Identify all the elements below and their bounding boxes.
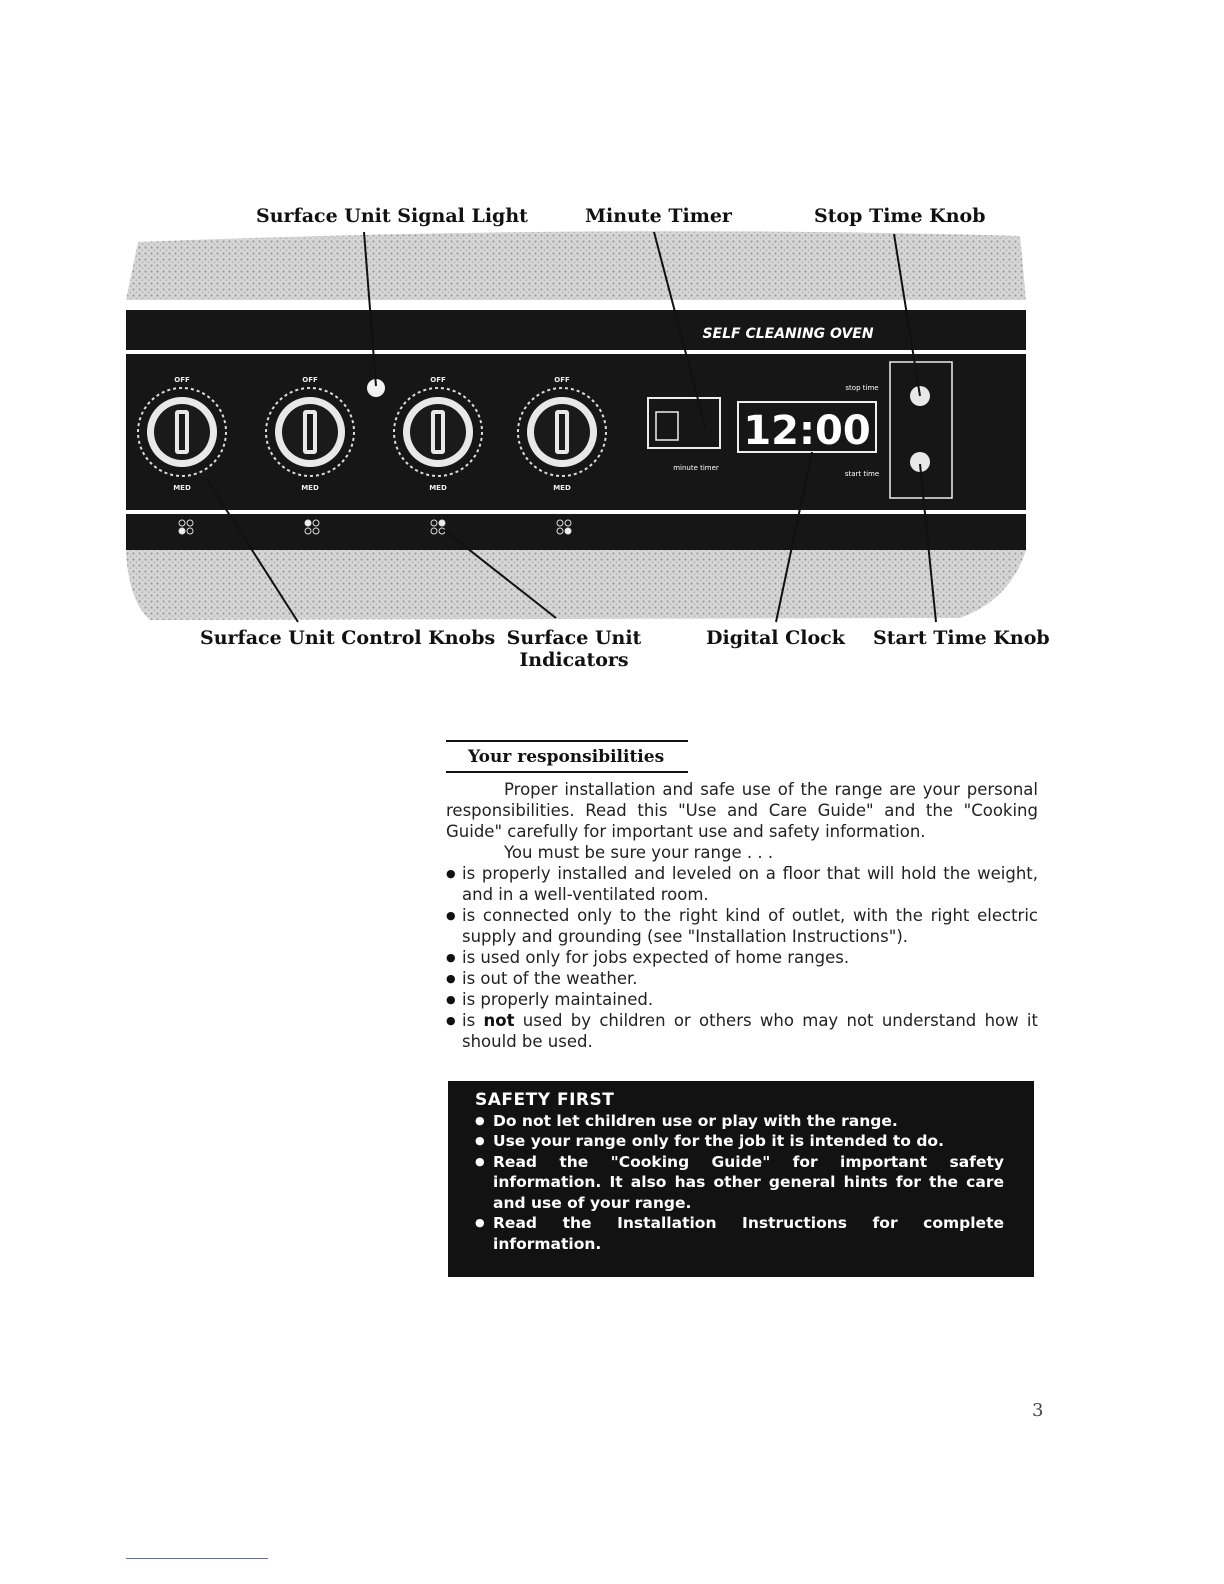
list-item: ● is properly installed and leveled on a floor that will hold the weight, and in a well-ventilated room. xyxy=(446,863,1038,905)
safety-first-box xyxy=(448,1081,1034,1277)
list-item: ● is properly maintained. xyxy=(446,989,1038,1010)
responsibilities-title: Your responsibilities xyxy=(446,740,688,773)
callout-indicators xyxy=(506,627,642,671)
stop-time-label: stop time xyxy=(845,384,879,392)
safety-title: SAFETY FIRST xyxy=(475,1090,615,1110)
minute-timer-label: minute timer xyxy=(673,464,719,472)
responsibilities-section xyxy=(446,740,1038,1052)
list-item: ● Read the "Cooking Guide" for important safety information. It also has other general hints for the care and use of your range. xyxy=(475,1152,1004,1214)
item-emphasis: not xyxy=(483,1011,515,1030)
panel-bottom-band xyxy=(126,514,1026,550)
cooktop-surface-bottom xyxy=(126,550,1026,620)
list-item: ● Use your range only for the job it is intended to do. xyxy=(475,1131,1004,1152)
svg-text:MED: MED xyxy=(301,484,319,492)
list-item: ● Read the Installation Instructions for complete information. xyxy=(475,1213,1004,1254)
callout-control-knobs: Surface Unit Control Knobs xyxy=(200,627,496,649)
responsibilities-lead: You must be sure your range . . . xyxy=(504,843,774,862)
callout-indicators-line1: Surface Unit xyxy=(506,627,642,649)
callout-start-time-knob: Start Time Knob xyxy=(873,627,1050,649)
item-rest: used by children or others who may not understand how it should be used. xyxy=(462,1011,1038,1051)
callout-minute-timer: Minute Timer xyxy=(585,205,732,227)
panel-title: SELF CLEANING OVEN xyxy=(702,326,874,342)
cooktop-surface-top xyxy=(126,231,1026,300)
svg-text:OFF: OFF xyxy=(430,376,446,384)
panel-top-band xyxy=(126,310,1026,350)
callout-signal-light: Surface Unit Signal Light xyxy=(256,205,528,227)
callout-digital-clock: Digital Clock xyxy=(706,627,845,649)
svg-text:OFF: OFF xyxy=(554,376,570,384)
footnote-rule xyxy=(126,1558,268,1559)
safety-list xyxy=(475,1111,1004,1255)
range-control-panel-diagram xyxy=(0,0,1224,700)
digital-clock-display: 12:00 xyxy=(743,408,871,454)
svg-text:MED: MED xyxy=(429,484,447,492)
svg-text:OFF: OFF xyxy=(302,376,318,384)
responsibilities-list xyxy=(446,863,1038,1052)
callout-indicators-line2: Indicators xyxy=(519,649,629,671)
callout-stop-time-knob: Stop Time Knob xyxy=(814,205,986,227)
svg-text:MED: MED xyxy=(553,484,571,492)
page-number: 3 xyxy=(1032,1400,1044,1421)
list-item: ● Do not let children use or play with the range. xyxy=(475,1111,1004,1132)
svg-text:OFF: OFF xyxy=(174,376,190,384)
list-item xyxy=(446,1010,1038,1052)
list-item: ● is connected only to the right kind of outlet, with the right electric supply and grounding (see "Installation Instructions"). xyxy=(446,905,1038,947)
svg-text:MED: MED xyxy=(173,484,191,492)
responsibilities-intro: Proper installation and safe use of the range are your personal responsibilities. Read this "Use and Care Guide" and the "Cooking Guide" carefully for important use and safety information. xyxy=(446,780,1038,841)
list-item: ● is used only for jobs expected of home ranges. xyxy=(446,947,1038,968)
list-item: ● is out of the weather. xyxy=(446,968,1038,989)
start-time-label: start time xyxy=(844,470,880,478)
item-prefix: is xyxy=(462,1011,476,1030)
